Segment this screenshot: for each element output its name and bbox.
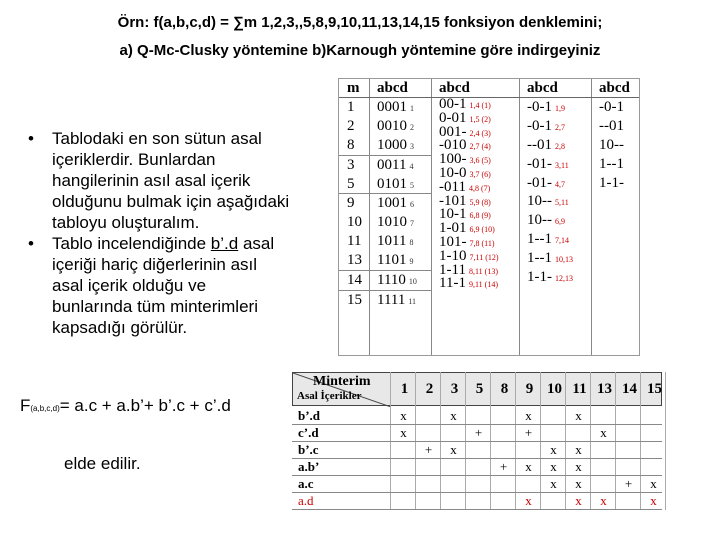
qm-value: 001-: [439, 123, 467, 140]
coverage-mark: x: [550, 476, 557, 491]
qm-abcd-cell: [369, 98, 431, 117]
qm-final-cell: [591, 136, 639, 155]
formula-subscript: (a,b,c,d): [30, 404, 60, 413]
qm-value: --01: [527, 136, 552, 153]
qm-abcd-cell: [369, 175, 431, 194]
coverage-mark: x: [450, 408, 457, 423]
qm-m-cell: [339, 136, 369, 155]
qm-value: 1-11: [439, 261, 466, 278]
qm-annotation: 1,5 (2): [469, 114, 491, 124]
qm-quad-cell: [519, 136, 591, 155]
qm-value: -011: [439, 178, 466, 195]
result-formula: [20, 396, 231, 416]
qm-annotation: 12,13: [555, 274, 573, 284]
qm-value: 11: [347, 233, 362, 250]
prime-implicant-row: [292, 408, 662, 425]
qm-header-m: m: [339, 79, 369, 98]
qm-abcd-cell: [369, 117, 431, 136]
qm-final-cell: [591, 98, 639, 117]
qm-annotation: 8,11 (13): [468, 266, 498, 276]
qm-value: 1--1: [599, 155, 624, 172]
qm-value: -101: [439, 192, 467, 209]
qm-value: 3: [347, 156, 355, 173]
qm-value: -01-: [527, 155, 552, 172]
qm-value: 15: [347, 291, 362, 308]
qm-annotation: 6,9 (10): [469, 225, 495, 235]
coverage-mark: x: [525, 493, 532, 508]
formula-expression: = a.c + a.b’+ b’.c + c’.d: [59, 396, 231, 415]
qm-value: 1110: [377, 272, 406, 289]
qm-quad-cell: [519, 230, 591, 249]
qm-value: 1011: [377, 233, 407, 250]
bullet-dot-icon: •: [28, 129, 34, 148]
qm-quad-cell: [519, 117, 591, 136]
coverage-mark: x: [600, 493, 607, 508]
minterm-header: 1: [400, 381, 409, 397]
qm-value: 1000: [377, 136, 407, 153]
bullet-item: [20, 128, 290, 233]
qm-annotation: 2,7: [555, 122, 565, 132]
bullet-item: [20, 233, 290, 338]
coverage-mark: x: [575, 442, 582, 457]
qm-value: 1--1: [527, 250, 552, 267]
qm-value: 0-01: [439, 109, 467, 126]
qm-value: --01: [599, 117, 624, 134]
qm-value: 1001: [377, 195, 407, 212]
qm-value: 1-1-: [527, 269, 552, 286]
qm-value: 14: [347, 272, 362, 289]
coverage-mark: x: [525, 408, 532, 423]
qm-value: 1010: [377, 214, 407, 231]
qm-value: 00-1: [439, 96, 467, 112]
corner-label-minterm: Minterim: [313, 374, 371, 389]
title-line-1: Örn: f(a,b,c,d) = ∑m 1,2,3,,5,8,9,10,11,13,14,15 fonksiyon denklemini;: [117, 14, 603, 31]
qm-annotation: 7,14: [555, 236, 569, 246]
qm-value: 0001: [377, 99, 407, 115]
qm-header-abcd: abcd: [369, 79, 431, 98]
title-line-2: a) Q-Mc-Clusky yöntemine b)Karnough yöntemine göre indirgeyiniz: [119, 42, 601, 59]
coverage-mark: +: [424, 442, 433, 457]
qm-value: 0011: [377, 156, 407, 173]
qm-annotation: 2,4 (3): [469, 128, 491, 138]
qm-value: 101-: [439, 233, 467, 250]
qm-annotation: 8: [409, 238, 414, 248]
coverage-mark: x: [400, 425, 407, 440]
coverage-mark: x: [575, 476, 582, 491]
qm-value: 10--: [599, 136, 624, 153]
minterm-header: 10: [547, 381, 562, 397]
prime-implicant-label: b’.d: [298, 408, 321, 423]
underlined-term: b’.d: [210, 234, 239, 253]
qm-quad-cell: [519, 268, 591, 287]
qm-m-cell: [339, 98, 369, 117]
qm-col-pairs: [431, 79, 519, 355]
qm-abcd-cell: [369, 290, 431, 310]
qm-value: -0-1: [599, 99, 624, 115]
qm-abcd-cell: [369, 213, 431, 232]
qm-value: 0010: [377, 117, 407, 134]
prime-implicant-row: [292, 476, 662, 493]
qm-col-m: [339, 79, 369, 355]
qm-value: -0-1: [527, 99, 552, 115]
prime-implicant-row: [292, 459, 662, 476]
qm-abcd-cell: [369, 232, 431, 251]
qm-annotation: 2,8: [555, 141, 565, 151]
qm-value: 10-1: [439, 206, 467, 223]
coverage-mark: +: [499, 459, 508, 474]
qm-quad-cell: [519, 192, 591, 211]
qm-value: 10--: [527, 193, 552, 210]
minterm-header: 5: [475, 381, 484, 397]
coverage-mark: x: [575, 408, 582, 423]
qm-annotation: 7,8 (11): [469, 238, 495, 248]
minterm-header: 13: [597, 381, 612, 397]
qm-value: 9: [347, 195, 355, 212]
qm-annotation: 3,11: [555, 160, 569, 170]
qm-abcd-cell: [369, 270, 431, 290]
coverage-mark: x: [525, 459, 532, 474]
qm-final-cell: [591, 174, 639, 193]
corner-label-prime: Asal İçerikler: [297, 390, 362, 402]
qm-m-cell: [339, 193, 369, 213]
minterm-header: 3: [450, 381, 459, 397]
coverage-mark: x: [450, 442, 457, 457]
qm-m-cell: [339, 155, 369, 175]
minterm-header: 8: [500, 381, 509, 397]
qm-annotation: 1: [410, 104, 414, 113]
qm-annotation: 10,13: [555, 255, 573, 265]
qm-header-abcd: abcd: [591, 79, 639, 98]
qm-value: 1101: [377, 252, 407, 269]
prime-implicant-row: [292, 425, 662, 442]
bullet-text: Tablo incelendiğinde: [52, 234, 211, 253]
qm-annotation: 6,8 (9): [469, 211, 491, 221]
qm-annotation: 4,8 (7): [468, 183, 491, 193]
qm-header-abcd: abcd: [519, 79, 591, 98]
qm-final-cell: [591, 117, 639, 136]
prime-implicant-row: [292, 493, 662, 510]
qm-value: 13: [347, 252, 362, 269]
coverage-mark: x: [550, 459, 557, 474]
coverage-mark: x: [575, 459, 582, 474]
minterm-header: 11: [572, 381, 587, 397]
qm-abcd-cell: [369, 136, 431, 155]
qm-annotation: 7: [410, 219, 414, 229]
prime-implicant-row: [292, 442, 662, 459]
qm-value: 2: [347, 117, 355, 134]
qm-value: 10: [347, 214, 362, 231]
coverage-mark: x: [550, 442, 557, 457]
chart-header-row: [292, 372, 662, 406]
qm-annotation: 1,4 (1): [469, 101, 491, 110]
qm-m-cell: [339, 270, 369, 290]
chart-corner-cell: [293, 373, 391, 407]
qm-m-cell: [339, 117, 369, 136]
qm-annotation: 9,11 (14): [468, 280, 498, 290]
qm-value: 1-01: [439, 220, 467, 237]
coverage-mark: x: [575, 493, 582, 508]
prime-implicant-label: a.b’: [298, 459, 320, 474]
qm-value: -0-1: [527, 117, 552, 134]
qm-annotation: 11: [408, 296, 417, 306]
qm-annotation: 5,11: [555, 198, 569, 208]
qm-annotation: 4: [409, 161, 414, 171]
qm-value: 1--1: [527, 231, 552, 248]
qm-final-cell: [591, 155, 639, 174]
quine-mccluskey-table: [338, 78, 640, 356]
qm-value: 10--: [527, 212, 552, 229]
qm-value: 11-1: [439, 275, 466, 292]
qm-m-cell: [339, 290, 369, 310]
coverage-mark: +: [524, 425, 533, 440]
qm-annotation: 3,6 (5): [469, 156, 491, 166]
qm-m-cell: [339, 213, 369, 232]
qm-annotation: 4,7: [555, 179, 565, 189]
qm-m-cell: [339, 175, 369, 194]
formula-f: F: [20, 396, 31, 415]
qm-abcd-cell: [369, 251, 431, 270]
coverage-mark: +: [474, 425, 483, 440]
qm-annotation: 9: [409, 257, 414, 267]
qm-quad-cell: [519, 98, 591, 117]
minterm-header: 9: [525, 381, 534, 397]
qm-annotation: 5,9 (8): [469, 197, 491, 207]
qm-value: 10-0: [439, 164, 467, 181]
qm-annotation: 7,11 (12): [469, 252, 499, 262]
coverage-mark: x: [650, 476, 657, 491]
qm-value: 8: [347, 136, 355, 153]
qm-abcd-cell: [369, 155, 431, 175]
qm-col-final: [591, 79, 639, 355]
conclusion-text: elde edilir.: [64, 454, 141, 473]
qm-quad-cell: [519, 155, 591, 174]
qm-annotation: 6,9: [555, 217, 565, 227]
qm-annotation: 3: [410, 141, 414, 151]
coverage-mark: +: [624, 476, 633, 491]
qm-m-cell: [339, 232, 369, 251]
coverage-mark: x: [400, 408, 407, 423]
prime-implicant-label: a.c: [298, 476, 314, 491]
qm-value: -010: [439, 137, 467, 154]
qm-value: 1-10: [439, 247, 467, 264]
qm-value: 5: [347, 175, 355, 192]
qm-col-quads: [519, 79, 591, 355]
prime-implicant-chart: [292, 372, 662, 512]
qm-annotation: 1,9: [555, 104, 565, 113]
qm-value: 100-: [439, 151, 467, 168]
coverage-mark: x: [600, 425, 607, 440]
qm-annotation: 6: [410, 200, 414, 210]
qm-abcd-cell: [369, 193, 431, 213]
bullet-text: Tablodaki en son sütun asal içeriklerdir. Bunlardan hangilerinin asıl asal içerik olduğunu bulmak için aşağıdaki tabloyu oluşturalım.: [52, 129, 290, 232]
minterm-header: 15: [647, 381, 662, 397]
bullet-dot-icon: •: [28, 234, 34, 253]
minterm-header: 2: [425, 381, 434, 397]
qm-value: -01-: [527, 174, 552, 191]
bullet-text: asal içeriği hariç diğerlerinin asıl asal içerik olduğu ve bunlarında tüm minterimleri kapsadığı görülür.: [52, 234, 275, 337]
qm-annotation: 2,7 (4): [469, 142, 491, 152]
qm-quad-cell: [519, 249, 591, 268]
qm-annotation: 5: [410, 180, 414, 190]
explanation-bullets: [20, 128, 290, 338]
qm-quad-cell: [519, 174, 591, 193]
qm-value: 1-1-: [599, 174, 624, 191]
prime-implicant-label: b’.c: [298, 442, 319, 457]
qm-quad-cell: [519, 211, 591, 230]
qm-col-abcd-1: [369, 79, 431, 355]
prime-implicant-label: c’.d: [298, 425, 319, 440]
qm-header-abcd: abcd: [431, 79, 519, 98]
qm-m-cell: [339, 251, 369, 270]
qm-annotation: 10: [408, 277, 417, 287]
qm-value: 1: [347, 99, 355, 115]
qm-annotation: 2: [410, 122, 414, 132]
qm-annotation: 3,7 (6): [469, 169, 491, 179]
qm-pair-cell: [431, 277, 519, 291]
minterm-header: 14: [622, 381, 637, 397]
qm-value: 1111: [377, 291, 406, 308]
prime-implicant-label: a.d: [298, 493, 314, 508]
qm-value: 0101: [377, 175, 407, 192]
coverage-mark: x: [650, 493, 657, 508]
